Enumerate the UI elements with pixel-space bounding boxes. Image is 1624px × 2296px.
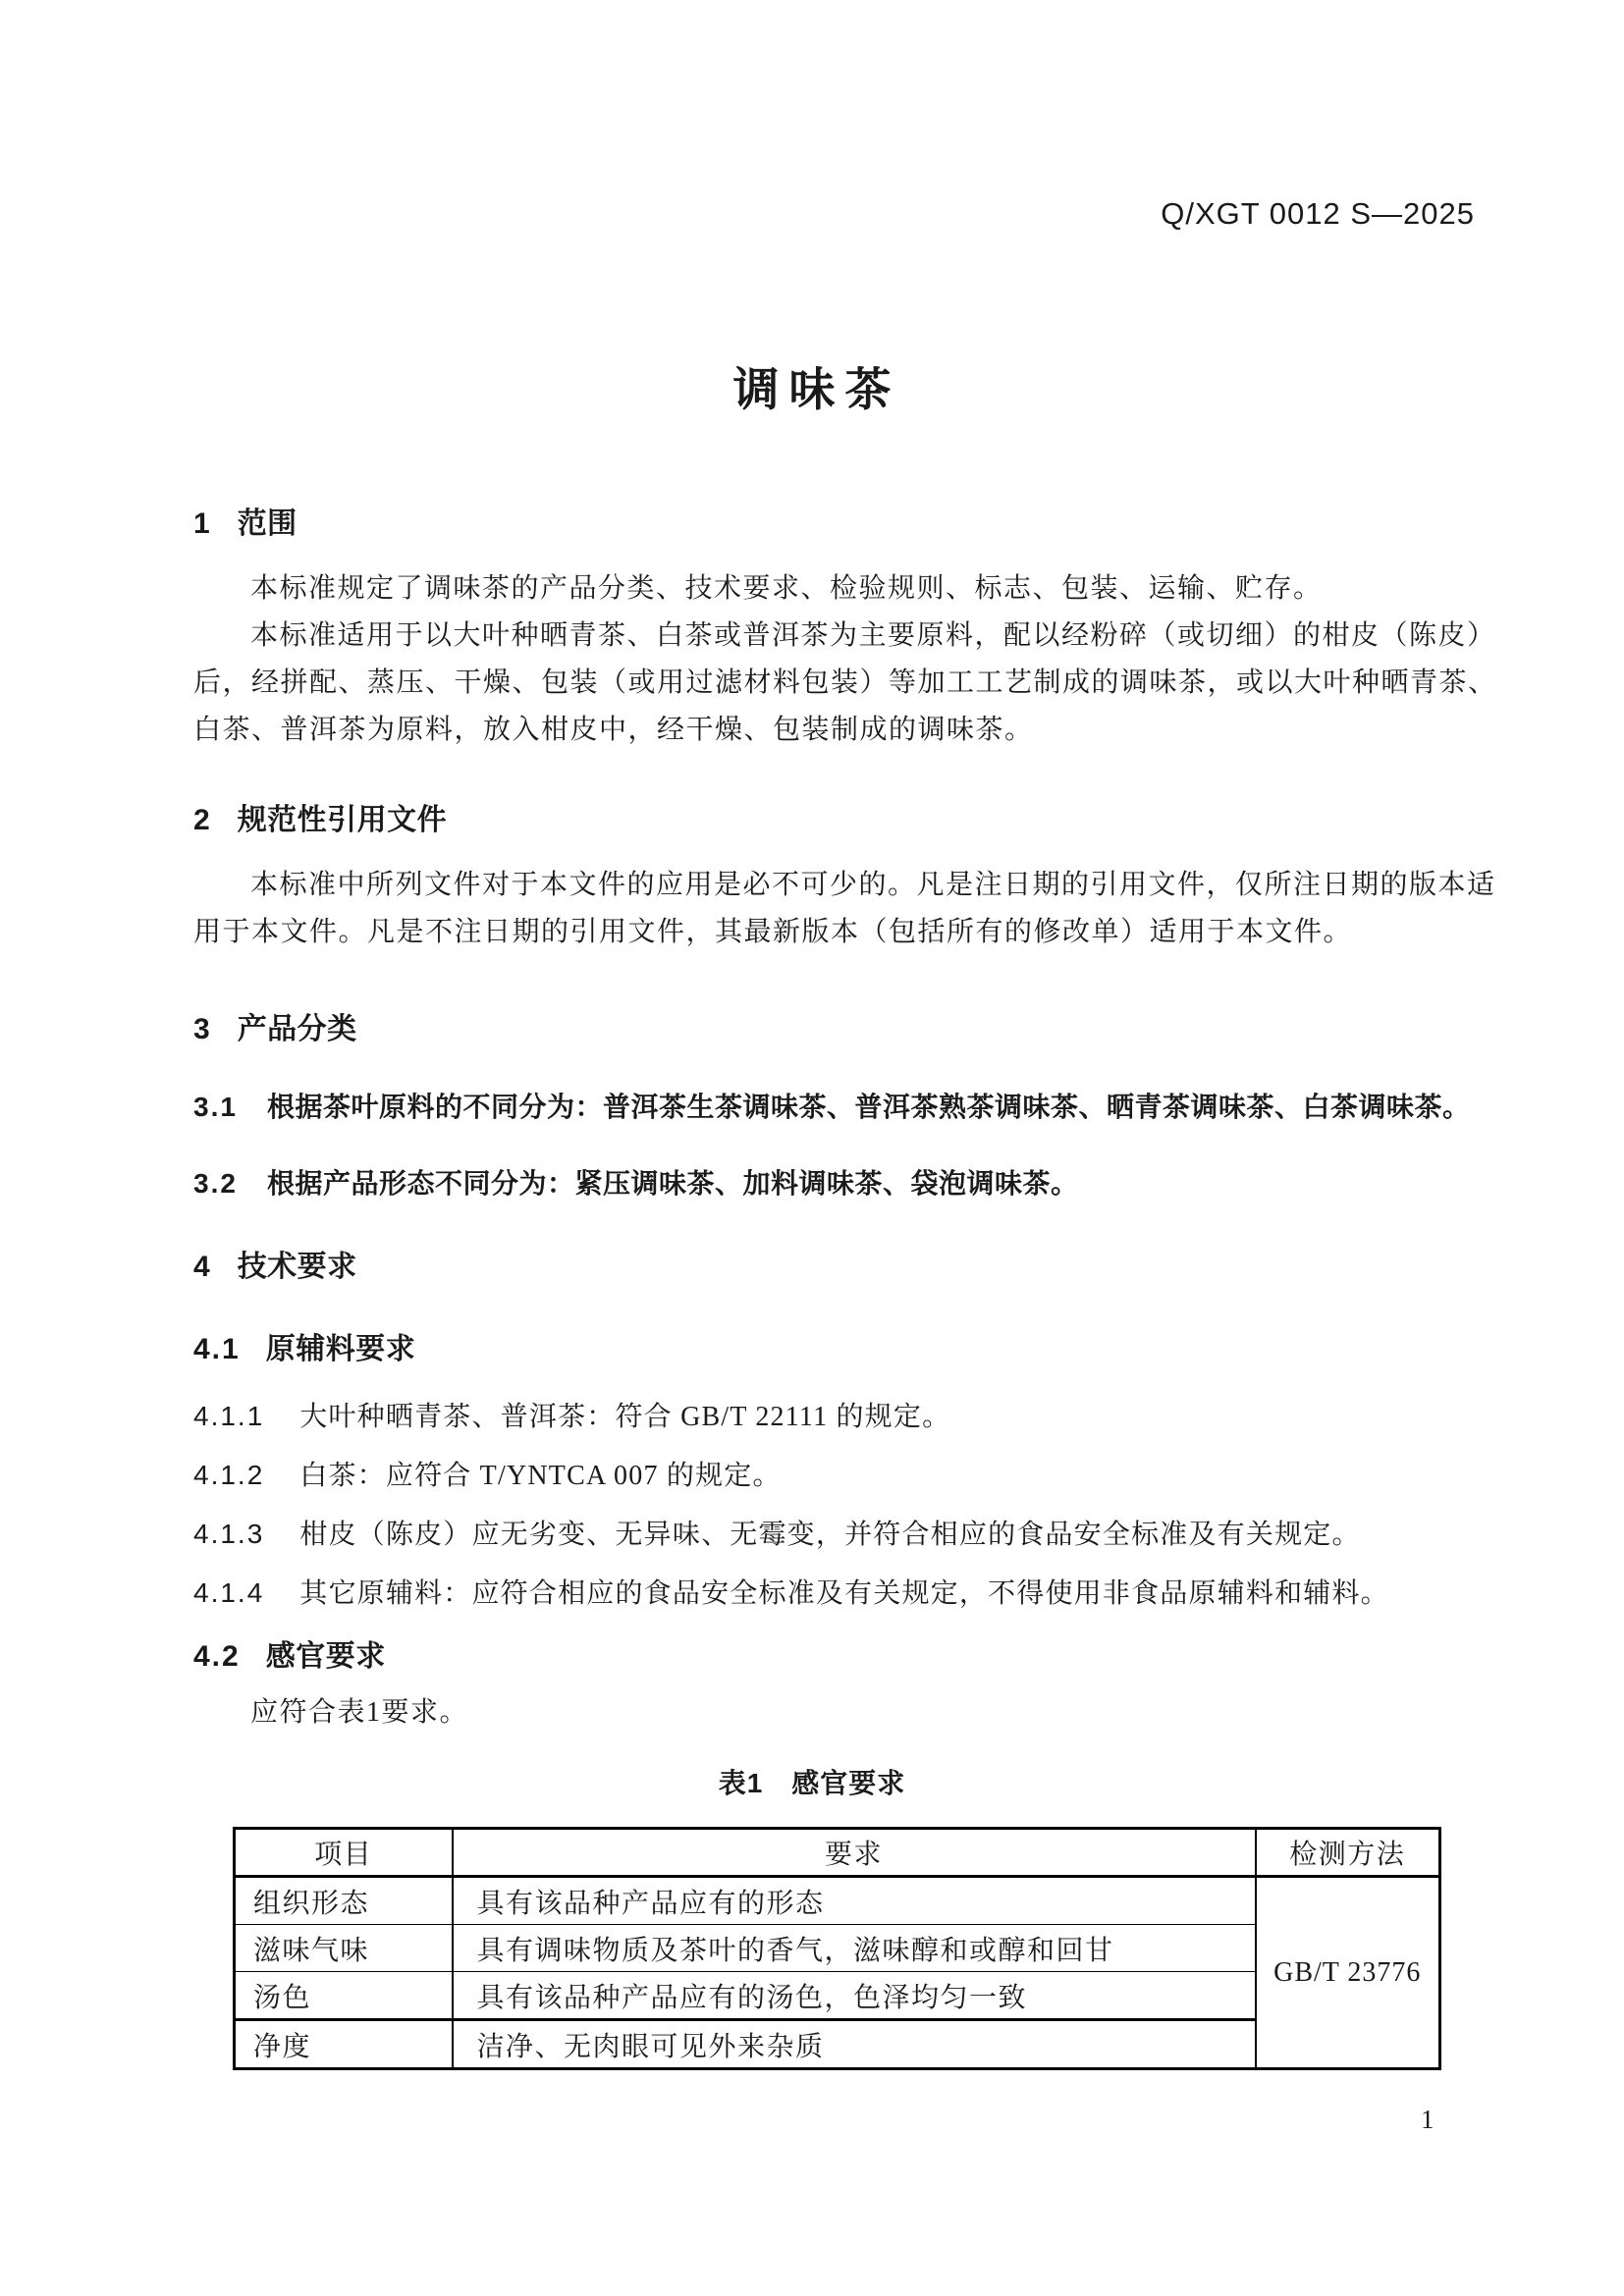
clause-4-1-4 xyxy=(193,1572,1389,1611)
section-2-heading xyxy=(193,795,447,838)
section-1-paragraph-2-line-2: 后，经拼配、蒸压、干燥、包装（或用过滤材料包装）等加工工艺制成的调味茶，或以大叶种晒青茶、 xyxy=(193,667,1497,698)
section-4-heading xyxy=(193,1242,357,1285)
clause-4-1-1-number: 4.1.1 xyxy=(193,1401,265,1431)
section-1-title: 范围 xyxy=(237,507,298,540)
table-row xyxy=(235,1877,1440,1925)
table-cell-requirement: 具有该品种产品应有的形态 xyxy=(453,1877,1256,1925)
section-3-title: 产品分类 xyxy=(237,1013,357,1045)
doc-number: Q/XGT 0012 S—2025 xyxy=(1161,196,1475,231)
section-4-1-number: 4.1 xyxy=(193,1333,241,1365)
section-4-1-title: 原辅料要求 xyxy=(265,1333,416,1365)
clause-4-1-3-text: 柑皮（陈皮）应无劣变、无异味、无霉变，并符合相应的食品安全标准及有关规定。 xyxy=(299,1520,1361,1550)
section-4-2-paragraph: 应符合表1要求。 xyxy=(250,1697,469,1728)
section-2-title: 规范性引用文件 xyxy=(237,804,448,836)
table-cell-item: 滋味气味 xyxy=(235,1925,453,1972)
section-4-2-heading xyxy=(193,1631,386,1675)
section-1-paragraph-2-line-1: 本标准适用于以大叶种晒青茶、白茶或普洱茶为主要原料，配以经粉碎（或切细）的柑皮（陈皮） xyxy=(250,620,1496,651)
table-cell-requirement: 具有调味物质及茶叶的香气，滋味醇和或醇和回甘 xyxy=(453,1925,1256,1972)
table-header-method: 检测方法 xyxy=(1256,1829,1440,1877)
section-4-title: 技术要求 xyxy=(237,1251,357,1283)
section-2-number: 2 xyxy=(193,804,212,836)
table-1-caption: 表1 感官要求 xyxy=(718,1768,906,1798)
document-title: 调味茶 xyxy=(732,363,901,415)
section-4-number: 4 xyxy=(193,1251,212,1283)
section-1-heading xyxy=(193,499,298,542)
clause-4-1-2-text: 白茶：应符合 T/YNTCA 007 的规定。 xyxy=(299,1461,782,1491)
clause-4-1-1-text: 大叶种晒青茶、普洱茶：符合 GB/T 22111 的规定。 xyxy=(299,1402,951,1432)
clause-3-1-number: 3.1 xyxy=(193,1092,238,1122)
clause-4-1-4-text: 其它原辅料：应符合相应的食品安全标准及有关规定，不得使用非食品原辅料和辅料。 xyxy=(299,1578,1389,1609)
table-cell-method: GB/T 23776 xyxy=(1256,1877,1440,2069)
table-cell-requirement: 具有该品种产品应有的汤色，色泽均匀一致 xyxy=(453,1972,1256,2020)
section-1-paragraph-2-line-3: 白茶、普洱茶为原料，放入柑皮中，经干燥、包装制成的调味茶。 xyxy=(193,715,1034,745)
sensory-requirements-table xyxy=(233,1827,1441,2070)
table-header-item: 项目 xyxy=(235,1829,453,1877)
clause-3-2-text: 根据产品形态不同分为：紧压调味茶、加料调味茶、袋泡调味茶。 xyxy=(266,1168,1079,1199)
clause-4-1-1 xyxy=(193,1395,950,1434)
section-3-heading xyxy=(193,1004,357,1047)
clause-3-2 xyxy=(193,1162,1078,1201)
clause-3-1-text: 根据茶叶原料的不同分为：普洱茶生茶调味茶、普洱茶熟茶调味茶、晒青茶调味茶、白茶调味茶。 xyxy=(266,1092,1471,1122)
table-cell-requirement: 洁净、无肉眼可见外来杂质 xyxy=(453,2020,1256,2069)
clause-4-1-2 xyxy=(193,1454,782,1493)
section-4-2-title: 感官要求 xyxy=(265,1640,386,1673)
table-cell-item: 组织形态 xyxy=(235,1877,453,1925)
clause-3-1 xyxy=(193,1086,1470,1125)
table-header-requirement: 要求 xyxy=(453,1829,1256,1877)
section-4-2-number: 4.2 xyxy=(193,1640,241,1673)
clause-4-1-2-number: 4.1.2 xyxy=(193,1460,265,1490)
clause-4-1-3 xyxy=(193,1513,1361,1552)
clause-3-2-number: 3.2 xyxy=(193,1168,238,1199)
table-header-row xyxy=(235,1829,1440,1877)
table-cell-item: 汤色 xyxy=(235,1972,453,2020)
table-cell-item: 净度 xyxy=(235,2020,453,2069)
clause-4-1-3-number: 4.1.3 xyxy=(193,1519,265,1549)
clause-4-1-4-number: 4.1.4 xyxy=(193,1577,265,1608)
section-1-number: 1 xyxy=(193,507,212,540)
section-1-paragraph-1-line-1: 本标准规定了调味茶的产品分类、技术要求、检验规则、标志、包装、运输、贮存。 xyxy=(250,573,1323,604)
section-3-number: 3 xyxy=(193,1013,212,1045)
section-2-paragraph-1-line-2: 用于本文件。凡是不注日期的引用文件，其最新版本（包括所有的修改单）适用于本文件。 xyxy=(193,917,1353,947)
section-4-1-heading xyxy=(193,1324,415,1367)
section-2-paragraph-1-line-1: 本标准中所列文件对于本文件的应用是必不可少的。凡是注日期的引用文件，仅所注日期的版本适 xyxy=(250,870,1496,900)
page-number: 1 xyxy=(1421,2105,1435,2134)
